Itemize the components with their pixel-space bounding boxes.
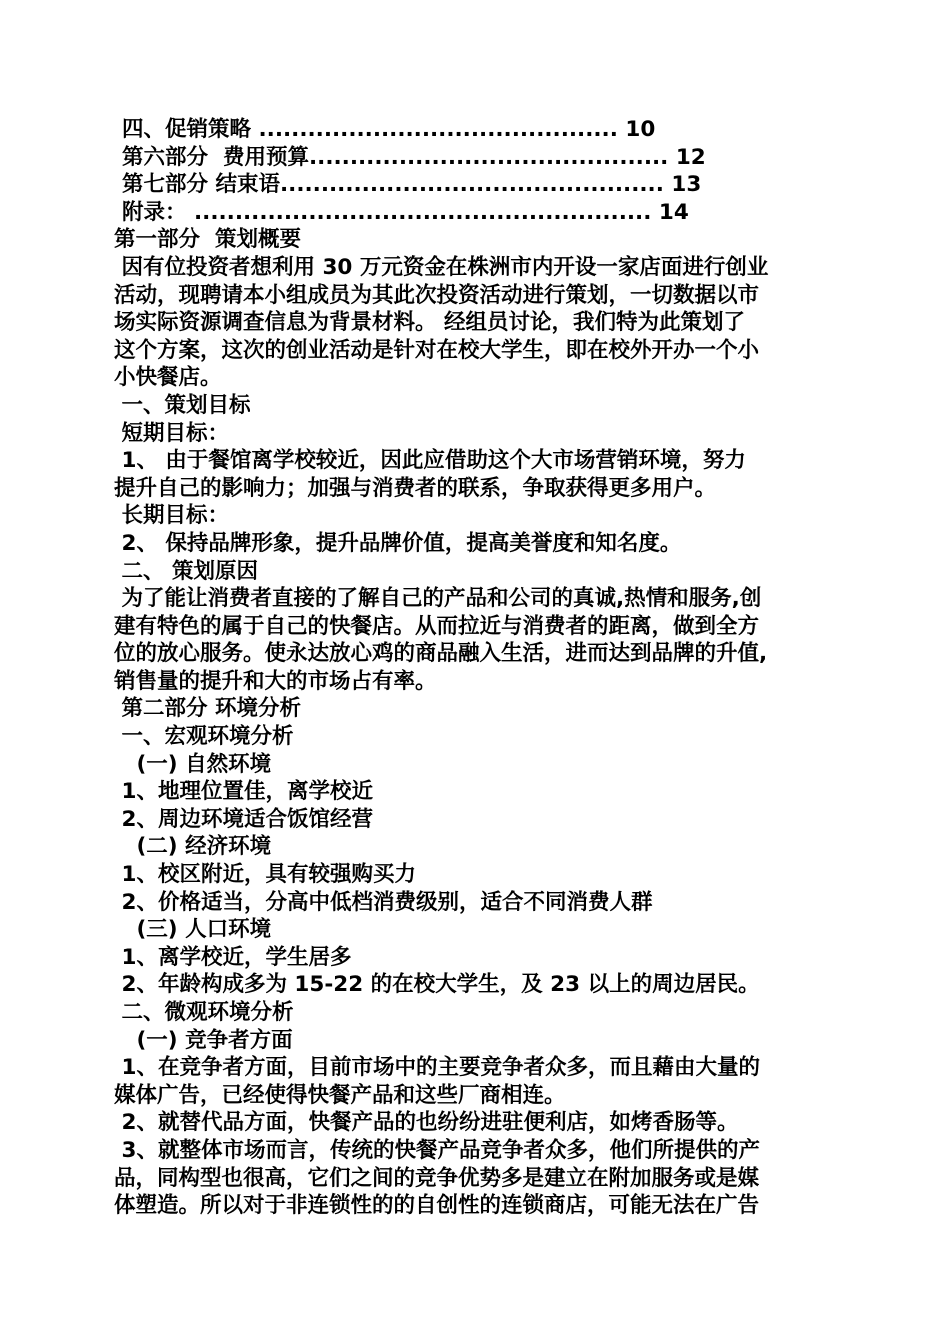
toc-label: 第六部分 费用预算 <box>122 144 309 170</box>
subsection-heading: (二) 经济环境 <box>114 834 272 860</box>
toc-label: 附录： <box>122 199 187 225</box>
paragraph-line: 场实际资源调查信息为背景材料。 经组员讨论，我们特为此策划了 <box>114 310 745 336</box>
toc-dots: ............................................ <box>308 144 669 170</box>
paragraph-line: 体塑造。所以对于非连锁性的的自创性的连锁商店，可能无法在广告 <box>114 1193 760 1219</box>
toc-page-number: 14 <box>651 199 689 225</box>
paragraph-line: 1、 由于餐馆离学校较近，因此应借助这个大市场营销环境，努力 <box>114 448 746 474</box>
toc-dots: ........................................................ <box>186 199 652 225</box>
document-page <box>114 116 839 1220</box>
toc-entry <box>114 171 839 199</box>
toc-dots: ............................................ <box>258 117 618 142</box>
toc-dots: ............................................... <box>280 172 664 198</box>
subsection-heading: (一) 自然环境 <box>114 751 272 777</box>
subsection-heading: 一、宏观环境分析 <box>114 724 294 750</box>
paragraph-line: 因有位投资者想利用 30 万元资金在株洲市内开设一家店面进行创业 <box>114 254 769 280</box>
toc-entry <box>114 199 839 227</box>
toc-page-number: 13 <box>663 172 702 198</box>
paragraph-line: 这个方案，这次的创业活动是针对在校大学生，即在校外开办一个小 <box>114 337 760 363</box>
subsection-heading: 二、微观环境分析 <box>114 1000 294 1025</box>
paragraph-line: 1、在竞争者方面，目前市场中的主要竞争者众多，而且藉由大量的 <box>114 1055 760 1081</box>
list-item: 2、年龄构成多为 15-22 的在校大学生，及 23 以上的周边居民。 <box>114 972 760 998</box>
subsection-heading: 长期目标： <box>114 503 229 529</box>
list-item: 1、地理位置佳，离学校近 <box>114 779 373 805</box>
list-item: 2、周边环境适合饭馆经营 <box>114 806 373 832</box>
paragraph-line: 小快餐店。 <box>114 365 222 391</box>
section-heading: 第二部分 环境分析 <box>114 696 301 722</box>
list-item: 1、离学校近，学生居多 <box>114 944 352 970</box>
paragraph-line: 品，同构型也很高，它们之间的竞争优势多是建立在附加服务或是媒 <box>114 1165 760 1191</box>
paragraph-line: 销售量的提升和大的市场占有率。 <box>114 668 437 694</box>
toc-entry <box>114 144 839 172</box>
paragraph-line: 3、就整体市场而言，传统的快餐产品竞争者众多，他们所提供的产 <box>114 1137 760 1163</box>
paragraph-line: 提升自己的影响力；加强与消费者的联系，争取获得更多用户。 <box>114 475 717 501</box>
paragraph-line: 活动，现聘请本小组成员为其此次投资活动进行策划，一切数据以市 <box>114 282 760 308</box>
paragraph-line: 2、 保持品牌形象，提升品牌价值，提高美誉度和知名度。 <box>114 530 682 556</box>
section-heading: 第一部分 策划概要 <box>114 227 301 253</box>
toc-label: 第七部分 结束语 <box>122 172 280 198</box>
paragraph-line: 建有特色的属于自己的快餐店。从而拉近与消费者的距离，做到全方 <box>114 613 760 639</box>
subsection-heading: 短期目标： <box>114 420 229 446</box>
paragraph-line: 媒体广告，已经使得快餐产品和这些厂商相连。 <box>114 1082 566 1108</box>
paragraph-line: 2、就替代品方面，快餐产品的也纷纷进驻便利店，如烤香肠等。 <box>114 1110 739 1136</box>
subsection-heading: (三) 人口环境 <box>114 917 272 943</box>
list-item: 1、校区附近，具有较强购买力 <box>114 862 416 888</box>
subsection-heading: 一、策划目标 <box>114 392 251 418</box>
toc-page-number: 12 <box>668 144 706 170</box>
toc-label: 四、促销策略 <box>122 117 259 142</box>
toc-entry <box>114 116 839 144</box>
subsection-heading: 二、 策划原因 <box>114 558 258 584</box>
list-item: 2、价格适当，分高中低档消费级别，适合不同消费人群 <box>114 889 653 915</box>
paragraph-line: 为了能让消费者直接的了解自己的产品和公司的真诚,热情和服务,创 <box>114 586 762 612</box>
subsection-heading: (一) 竞争者方面 <box>114 1027 293 1053</box>
paragraph-line: 位的放心服务。使永达放心鸡的商品融入生活，进而达到品牌的升值, <box>114 641 768 667</box>
toc-page-number: 10 <box>617 117 656 142</box>
